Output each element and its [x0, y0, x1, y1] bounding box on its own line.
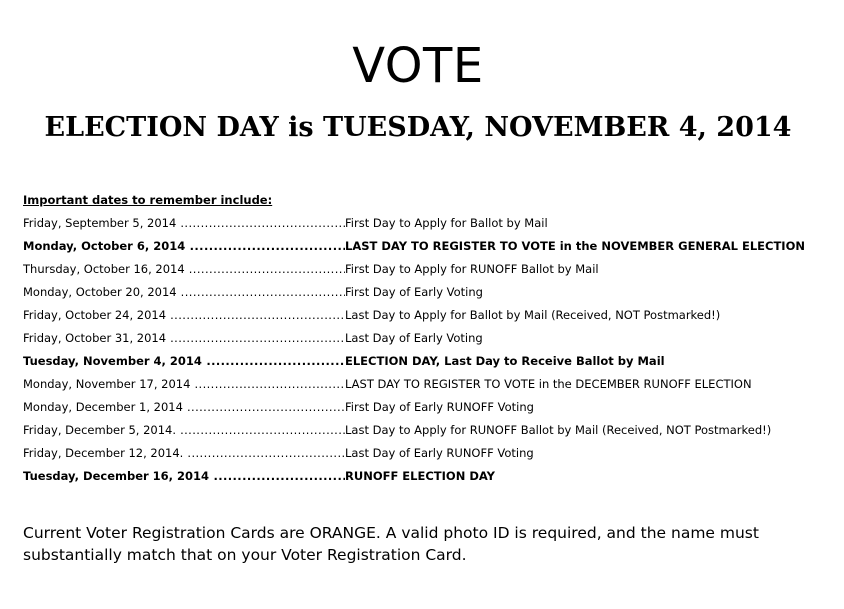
page-title: VOTE — [352, 38, 484, 94]
date-row — [23, 327, 823, 350]
registration-card-note: Current Voter Registration Cards are ORANGE. A valid photo ID is required, and the name must substantially match that on your Voter Registration Card. — [23, 524, 759, 564]
date-label: Monday, December 1, 2014 ..... — [23, 396, 345, 419]
date-event: First Day to Apply for Ballot by Mail — [345, 216, 548, 230]
date-row — [23, 442, 823, 465]
date-row — [23, 350, 823, 373]
date-event: Last Day to Apply for Ballot by Mail (Received, NOT Postmarked!) — [345, 308, 721, 322]
date-event: LAST DAY TO REGISTER TO VOTE in the DECEMBER RUNOFF ELECTION — [345, 377, 752, 391]
date-event: LAST DAY TO REGISTER TO VOTE in the NOVEMBER GENERAL ELECTION — [345, 239, 805, 253]
election-day-subtitle: ELECTION DAY is TUESDAY, NOVEMBER 4, 2014 — [44, 112, 792, 143]
date-label: Friday, December 12, 2014. ..... — [23, 442, 345, 465]
important-dates-heading: Important dates to remember include: — [23, 193, 273, 207]
date-row — [23, 419, 823, 442]
important-dates-list — [23, 212, 823, 488]
date-label: Friday, October 24, 2014 ..... — [23, 304, 345, 327]
date-label: Tuesday, November 4, 2014 ..... — [23, 350, 345, 373]
date-row — [23, 212, 823, 235]
date-row — [23, 281, 823, 304]
date-label: Monday, November 17, 2014 ..... — [23, 373, 345, 396]
date-event: RUNOFF ELECTION DAY — [345, 469, 495, 483]
date-row — [23, 304, 823, 327]
date-event: Last Day of Early RUNOFF Voting — [345, 446, 534, 460]
date-label: Monday, October 6, 2014 ..... — [23, 235, 345, 258]
date-row — [23, 396, 823, 419]
date-event: First Day of Early RUNOFF Voting — [345, 400, 534, 414]
date-event: Last Day of Early Voting — [345, 331, 483, 345]
date-label: Thursday, October 16, 2014 ..... — [23, 258, 345, 281]
date-row — [23, 373, 823, 396]
date-row — [23, 258, 823, 281]
date-event: ELECTION DAY, Last Day to Receive Ballot by Mail — [345, 354, 665, 368]
date-label: Friday, October 31, 2014 ..... — [23, 327, 345, 350]
date-label: Monday, October 20, 2014 ..... — [23, 281, 345, 304]
date-label: Friday, September 5, 2014 ..... — [23, 212, 345, 235]
date-label: Tuesday, December 16, 2014 ..... — [23, 465, 345, 488]
date-row — [23, 235, 823, 258]
date-event: First Day of Early Voting — [345, 285, 483, 299]
date-row — [23, 465, 823, 488]
date-event: First Day to Apply for RUNOFF Ballot by Mail — [345, 262, 599, 276]
date-label: Friday, December 5, 2014. ..... — [23, 419, 345, 442]
date-event: Last Day to Apply for RUNOFF Ballot by Mail (Received, NOT Postmarked!) — [345, 423, 772, 437]
